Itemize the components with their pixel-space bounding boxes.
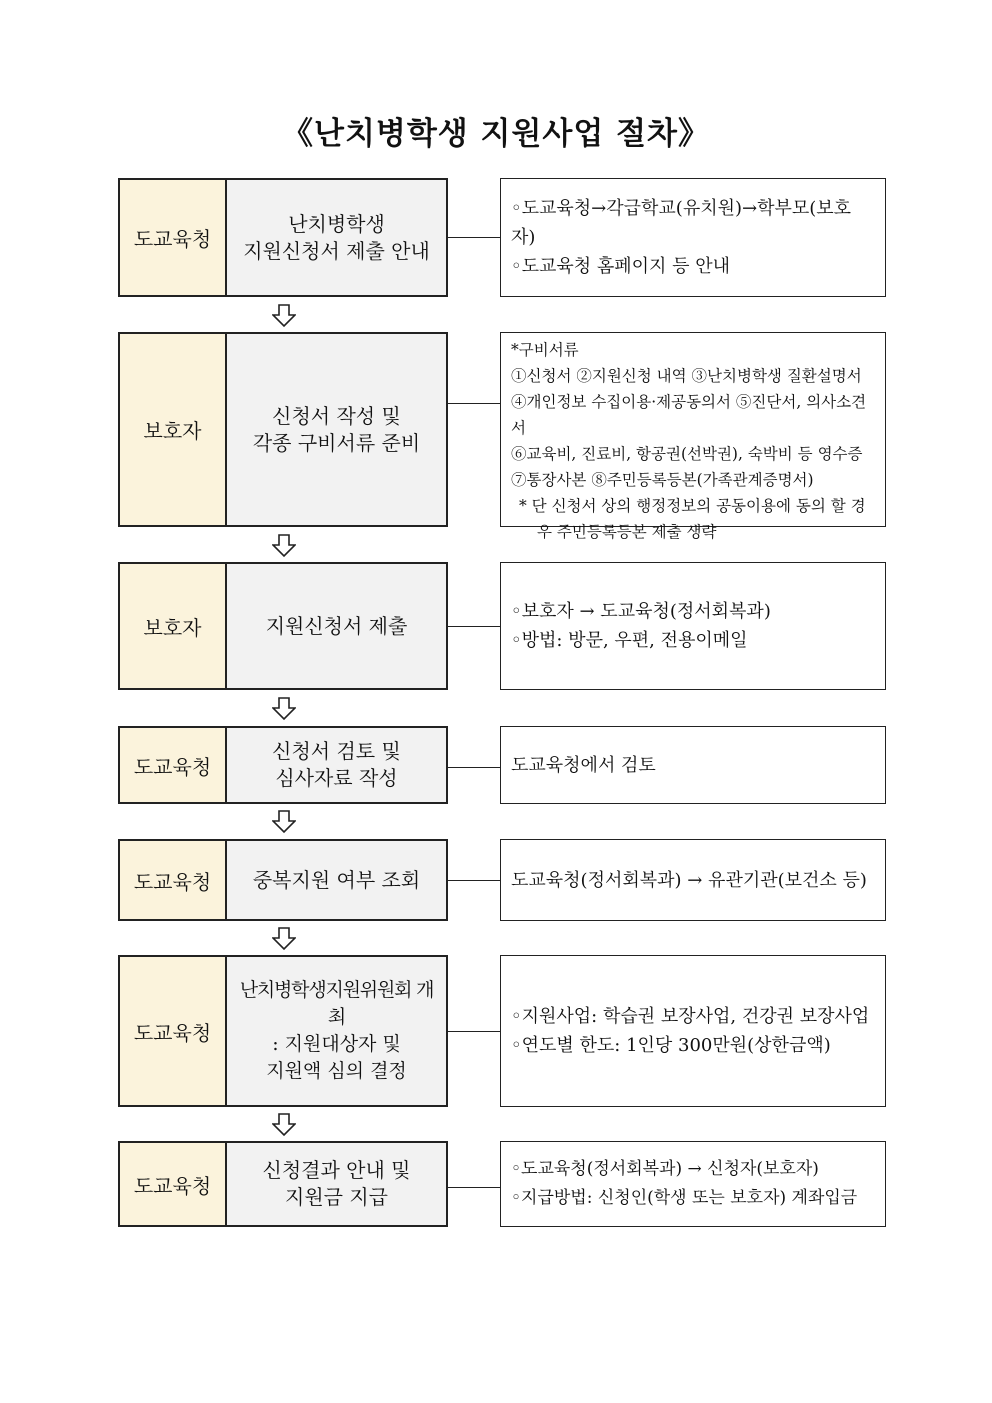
- actor-label: 도교육청: [120, 841, 227, 919]
- connector-line: [448, 767, 500, 768]
- detail-line: *구비서류: [511, 341, 579, 359]
- detail-line: ◦보호자 → 도교육청(정서회복과): [511, 601, 771, 622]
- detail-line: ◦방법: 방문, 우편, 전용이메일: [511, 630, 748, 651]
- step-left-box: [118, 332, 448, 527]
- actor-label: 도교육청: [120, 180, 227, 295]
- step-detail-box: [500, 562, 886, 690]
- task-label: [227, 841, 446, 919]
- task-line: : 지원대상자 및: [272, 1033, 401, 1055]
- task-line: 각종 구비서류 준비: [252, 430, 421, 455]
- step-left-box: [118, 562, 448, 690]
- task-line: 신청결과 안내 및: [262, 1158, 411, 1182]
- task-line: 지원금 지급: [285, 1185, 388, 1209]
- step-left-box: [118, 178, 448, 297]
- task-label: [227, 564, 446, 688]
- detail-line: ◦도교육청 홈페이지 등 안내: [511, 256, 731, 277]
- step-left-box: [118, 1141, 448, 1227]
- task-line: 신청서 작성 및: [272, 403, 401, 428]
- step-left-box: [118, 726, 448, 804]
- detail-line: ④개인정보 수집이용·제공동의서 ⑤진단서, 의사소견서: [511, 393, 867, 437]
- down-arrow-icon: [272, 1113, 296, 1137]
- connector-line: [448, 1187, 500, 1188]
- detail-line: ◦연도별 한도: 1인당 300만원(상한금액): [511, 1035, 831, 1056]
- down-arrow-icon: [272, 697, 296, 721]
- task-label: [227, 180, 446, 295]
- connector-line: [448, 626, 500, 627]
- task-line: 심사자료 작성: [275, 766, 398, 790]
- step-detail-box: [500, 726, 886, 804]
- detail-line: ⑥교육비, 진료비, 항공권(선박권), 숙박비 등 영수증: [511, 445, 863, 463]
- down-arrow-icon: [272, 927, 296, 951]
- task-line: 지원신청서 제출 안내: [243, 238, 430, 263]
- task-line: 신청서 검토 및: [272, 739, 401, 763]
- actor-label: 보호자: [120, 564, 227, 688]
- task-label: [227, 957, 446, 1105]
- task-label: [227, 728, 446, 802]
- actor-label: 도교육청: [120, 728, 227, 802]
- connector-line: [448, 880, 500, 881]
- detail-line: ◦도교육청(정서회복과) → 신청자(보호자): [511, 1159, 819, 1179]
- task-label: [227, 1143, 446, 1225]
- down-arrow-icon: [272, 810, 296, 834]
- task-line: 난치병학생지원위원회 개최: [239, 979, 434, 1028]
- task-line: 지원액 심의 결정: [266, 1060, 407, 1082]
- task-label: [227, 334, 446, 525]
- detail-line: ◦지원사업: 학습권 보장사업, 건강권 보장사업: [511, 1006, 870, 1027]
- connector-line: [448, 403, 500, 404]
- process-step-2: [118, 332, 886, 541]
- detail-line: ◦도교육청→각급학교(유치원)→학부모(보호자): [511, 198, 852, 248]
- detail-line: 도교육청(정서회복과) → 유관기관(보건소 등): [511, 869, 867, 891]
- step-left-box: [118, 839, 448, 921]
- connector-line: [448, 1031, 500, 1032]
- step-detail-box: [500, 955, 886, 1107]
- page-title: 《난치병학생 지원사업 절차》: [282, 116, 710, 152]
- step-detail-box: [500, 332, 886, 541]
- actor-label: 보호자: [120, 334, 227, 525]
- task-line: 난치병학생: [288, 211, 385, 236]
- task-line: 중복지원 여부 조회: [252, 867, 421, 892]
- step-detail-box: [500, 839, 886, 921]
- actor-label: 도교육청: [120, 957, 227, 1105]
- detail-line: ⑦통장사본 ⑧주민등록등본(가족관계증명서): [511, 471, 814, 489]
- task-line: 지원신청서 제출: [265, 613, 408, 638]
- process-step-1: [118, 178, 886, 297]
- actor-label: 도교육청: [120, 1143, 227, 1225]
- step-left-box: [118, 955, 448, 1107]
- down-arrow-icon: [272, 534, 296, 558]
- down-arrow-icon: [272, 304, 296, 328]
- detail-line: ①신청서 ②지원신청 내역 ③난치병학생 질환설명서: [511, 367, 862, 385]
- process-step-5: [118, 839, 886, 921]
- detail-line: ◦지급방법: 신청인(학생 또는 보호자) 계좌입금: [511, 1188, 858, 1208]
- connector-line: [448, 237, 500, 238]
- detail-line: 도교육청에서 검토: [511, 754, 656, 776]
- process-step-7: [118, 1141, 886, 1227]
- process-step-6: [118, 955, 886, 1107]
- process-step-4: [118, 726, 886, 804]
- detail-note: * 단 신청서 상의 행정정보의 공동이용에 동의 할 경우 주민등록등본 제출 생략: [519, 497, 866, 541]
- step-detail-box: [500, 178, 886, 297]
- step-detail-box: [500, 1141, 886, 1227]
- process-step-3: [118, 562, 886, 690]
